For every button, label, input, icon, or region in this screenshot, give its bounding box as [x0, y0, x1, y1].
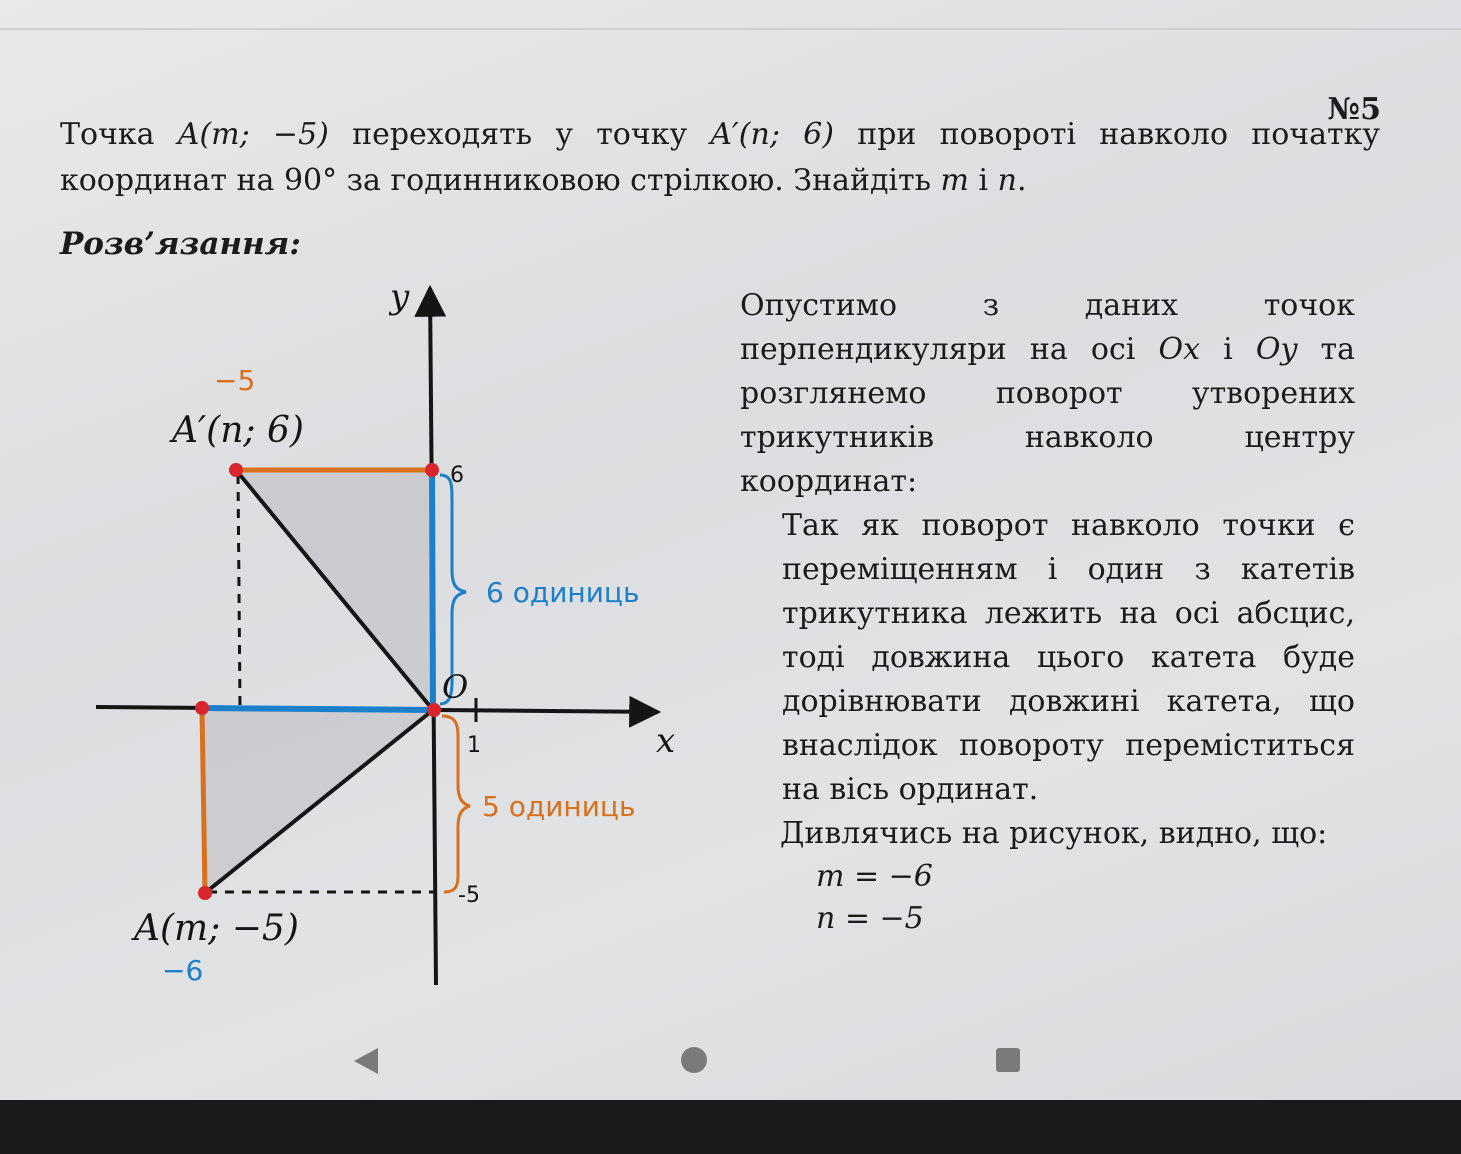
- statement-text: переходять у точку: [328, 117, 711, 152]
- y-tick-label-6: 6: [450, 463, 464, 488]
- point-origin: [427, 703, 441, 717]
- a-label: A(m; −5): [134, 908, 299, 949]
- a-prime-note: −5: [214, 364, 256, 397]
- y-tick-label-neg5: -5: [458, 883, 480, 908]
- solution-title: Розв’язання:: [60, 226, 301, 262]
- origin-label: O: [442, 668, 469, 706]
- orange-segment-lower: [202, 708, 205, 893]
- problem-number: №5: [1327, 92, 1381, 127]
- point-x-neg6: [195, 701, 209, 715]
- coordinate-figure: [0, 270, 700, 1010]
- triangle-back-icon[interactable]: [354, 1048, 378, 1074]
- statement-text: .: [1016, 163, 1027, 198]
- point-a-math: A(m; −5): [177, 117, 329, 152]
- point-y6: [425, 463, 439, 477]
- statement-text: і: [968, 163, 998, 198]
- point-a-prime-math: A′(n; 6): [710, 117, 834, 152]
- lower-brace-label: 5 одиниць: [482, 790, 636, 823]
- lower-brace: [442, 716, 470, 892]
- a-prime-label: A′(n; 6): [172, 410, 304, 451]
- equation-n: n = −5: [816, 901, 924, 936]
- solution-paragraph-2: Так як поворот навколо точки є переміщенням і один з катетів трикутника лежить на осі абсцис, тоді довжина цього катета буде дорівнювати довжині катета, що внаслідок повороту переміститься на вісь ординат.: [782, 508, 1355, 807]
- statement-text: при повороті навколо початку координат на 90° за годинниковою стрілкою. Знайдіть: [60, 117, 1381, 198]
- circle-home-icon[interactable]: [681, 1047, 707, 1073]
- dashed-perpendicular-a-prime: [238, 475, 240, 708]
- text-fragment: і: [1199, 332, 1256, 367]
- var-n: n: [997, 163, 1017, 198]
- equation-m: m = −6: [816, 859, 933, 894]
- axis-oy: Oy: [1255, 332, 1298, 367]
- text-fragment: та розглянемо поворот утворених трикутників навколо центру координат:: [740, 332, 1355, 499]
- solution-paragraph-1: [740, 284, 1355, 504]
- blue-segment-y: [432, 470, 433, 710]
- var-m: m: [940, 163, 969, 198]
- point-a-prime: [229, 463, 243, 477]
- solution-paragraph-3: Дивлячись на рисунок, видно, що:: [780, 816, 1328, 851]
- x-axis-label: x: [656, 721, 676, 761]
- blue-segment-x: [202, 708, 433, 710]
- y-axis-label: y: [390, 277, 410, 317]
- upper-brace-label: 6 одиниць: [486, 576, 640, 609]
- top-divider: [0, 28, 1461, 30]
- point-a: [198, 886, 212, 900]
- statement-text: Точка: [60, 117, 178, 152]
- text-fragment: Опустимо з даних точок перпендикуляри на осі: [740, 288, 1355, 367]
- problem-statement: [60, 112, 1380, 204]
- a-note: −6: [162, 954, 204, 987]
- square-recent-icon[interactable]: [996, 1048, 1020, 1072]
- navigation-bar: [0, 1040, 1461, 1080]
- solution-text: [740, 284, 1355, 940]
- axis-ox: Ox: [1158, 332, 1200, 367]
- x-tick-label-1: 1: [467, 733, 481, 758]
